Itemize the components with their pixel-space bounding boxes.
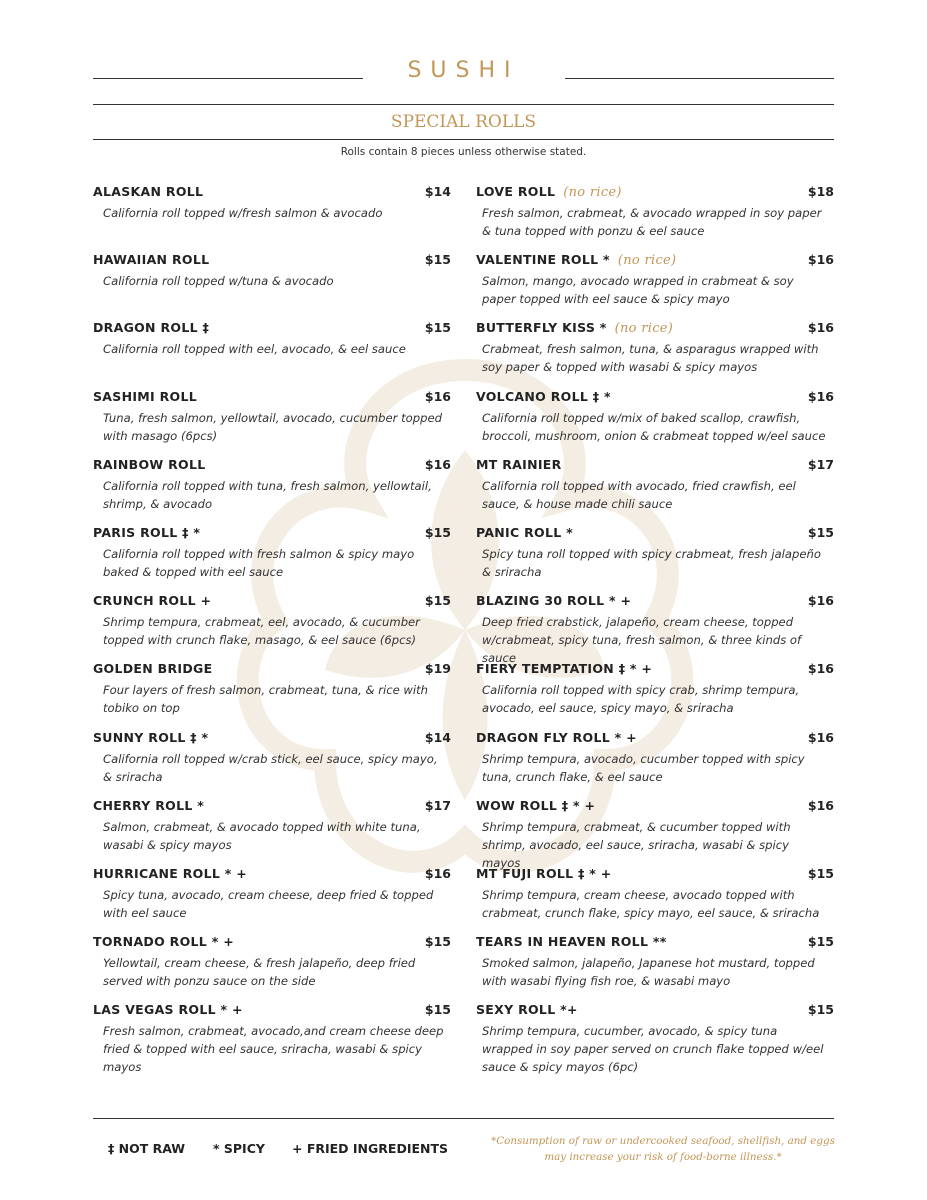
menu-item-description: Tuna, fresh salmon, yellowtail, avocado, cucumber topped with masago (6pcs) xyxy=(103,410,442,443)
menu-item-price: $16 xyxy=(807,388,834,404)
menu-item-name: PARIS ROLL ‡ * xyxy=(93,525,201,540)
menu-item-header xyxy=(93,320,451,340)
no-rice-tag: (no rice) xyxy=(614,321,674,337)
footer-rule xyxy=(93,1118,834,1119)
header-rule-right xyxy=(565,78,834,79)
menu-item-title xyxy=(93,252,209,267)
menu-item-price: $15 xyxy=(807,1002,834,1018)
menu-item-title xyxy=(476,934,667,949)
menu-item-description: Shrimp tempura, avocado, cucumber topped with spicy tuna, crunch flake, & eel sauce xyxy=(482,751,805,784)
menu-item-price: $15 xyxy=(807,934,834,950)
menu-item-name: BUTTERFLY KISS * xyxy=(476,320,607,336)
menu-item-header xyxy=(476,252,834,272)
menu-item-title xyxy=(476,798,595,813)
menu-item-description: California roll topped w/fresh salmon & avocado xyxy=(103,206,383,220)
section-rule-bottom xyxy=(93,139,834,140)
menu-item-title xyxy=(476,252,676,268)
menu-item xyxy=(93,184,451,252)
menu-item-name: BLAZING 30 ROLL * + xyxy=(476,593,632,609)
menu-item-description: Salmon, mango, avocado wrapped in crabmeat & soy paper topped with eel sauce & spicy mayo xyxy=(482,274,794,307)
menu-item-header xyxy=(476,184,834,204)
menu-item-title xyxy=(93,934,234,949)
menu-item-title xyxy=(93,1002,243,1017)
menu-item-description: Spicy tuna, avocado, cream cheese, deep fried & topped with eel sauce xyxy=(103,888,434,920)
menu-item-description: Salmon, crabmeat, & avocado topped with white tuna, wasabi & spicy mayos xyxy=(103,819,421,852)
menu-item-description: Shrimp tempura, crabmeat, & cucumber topped with shrimp, avocado, eel sauce, sriracha, wasabi & spicy mayos xyxy=(482,819,791,870)
menu-item-name: VALENTINE ROLL * xyxy=(476,252,610,268)
menu-item-header xyxy=(93,661,451,681)
menu-item-price: $16 xyxy=(424,866,451,881)
menu-item-price: $16 xyxy=(424,388,451,404)
menu-item xyxy=(476,525,834,593)
menu-item-price: $16 xyxy=(807,252,834,268)
menu-item xyxy=(93,525,451,593)
menu-item-price: $16 xyxy=(807,593,834,609)
page-title: SUSHI xyxy=(407,58,520,83)
menu-item-description: Fresh salmon, crabmeat, avocado,and cream cheese deep fried & topped with eel sauce, sriracha, wasabi & spicy mayos xyxy=(103,1024,444,1075)
menu-item xyxy=(93,730,451,798)
menu-item-description: Shrimp tempura, cream cheese, avocado topped with crabmeat, crunch flake, spicy mayo, eel sauce, & sriracha xyxy=(482,888,820,920)
menu-item-description: California roll topped w/crab stick, eel sauce, spicy mayo, & sriracha xyxy=(103,751,438,784)
menu-item xyxy=(476,661,834,729)
menu-item-header xyxy=(476,320,834,340)
menu-item-description: Four layers of fresh salmon, crabmeat, tuna, & rice with tobiko on top xyxy=(103,683,429,716)
section-title: SPECIAL ROLLS xyxy=(390,112,537,132)
menu-item-price: $15 xyxy=(424,252,451,268)
menu-item xyxy=(476,457,834,525)
menu-item-title xyxy=(476,457,562,472)
menu-item-description: California roll topped w/mix of baked scallop, crawfish, broccoli, mushroom, onion & crabmeat topped w/eel sauce xyxy=(482,410,826,443)
menu-item-name: PANIC ROLL * xyxy=(476,525,573,540)
menu-item-header xyxy=(93,934,451,954)
menu-item-price: $16 xyxy=(807,661,834,677)
menu-item-price: $15 xyxy=(424,525,451,540)
menu-item-name: HURRICANE ROLL * + xyxy=(93,866,248,881)
menu-item-description: Shrimp tempura, cucumber, avocado, & spicy tuna wrapped in soy paper served on crunch flake topped w/eel sauce & spicy mayos (6pc) xyxy=(482,1024,824,1075)
menu-item-title xyxy=(476,1002,578,1017)
menu-item-header xyxy=(93,798,451,818)
menu-item-name: TORNADO ROLL * + xyxy=(93,934,234,950)
menu-item-description: California roll topped with fresh salmon & spicy mayo baked & topped with eel sauce xyxy=(103,547,415,579)
menu-item-name: RAINBOW ROLL xyxy=(93,456,206,472)
menu-item-name: GOLDEN BRIDGE xyxy=(93,661,213,677)
menu-item-name: TEARS IN HEAVEN ROLL ** xyxy=(476,934,667,950)
menu-item-name: WOW ROLL ‡ * + xyxy=(476,797,596,813)
menu-item-header xyxy=(476,798,834,818)
menu-item-price: $15 xyxy=(424,934,451,950)
menu-item-price: $15 xyxy=(424,593,451,609)
menu-item-header xyxy=(476,593,834,613)
menu-item-header xyxy=(476,525,834,545)
menu-item-name: DRAGON ROLL ‡ xyxy=(93,320,210,336)
pieces-note: Rolls contain 8 pieces unless otherwise stated. xyxy=(340,146,587,158)
menu-item-name: LOVE ROLL xyxy=(476,184,556,199)
menu-item-description: California roll topped w/tuna & avocado xyxy=(103,274,334,289)
menu-item-price: $16 xyxy=(807,320,834,336)
menu-item-price: $16 xyxy=(424,456,451,472)
menu-item xyxy=(93,252,451,320)
menu-item-title xyxy=(93,730,208,745)
menu-item-header xyxy=(476,1002,834,1022)
menu-item-name: CRUNCH ROLL + xyxy=(93,593,212,609)
menu-item-title xyxy=(93,866,247,881)
menu-item xyxy=(476,797,834,870)
menu-item-name: SUNNY ROLL ‡ * xyxy=(93,729,209,745)
menu-item xyxy=(476,730,834,798)
menu-item-title xyxy=(476,320,673,336)
menu-item-description: California roll topped with avocado, fried crawfish, eel sauce, & house made chili sauce xyxy=(482,478,796,511)
menu-item-price: $17 xyxy=(807,456,834,472)
menu-item-name: DRAGON FLY ROLL * + xyxy=(476,729,637,745)
menu-item-description: Spicy tuna roll topped with spicy crabmeat, fresh jalapeño & sriracha xyxy=(482,547,821,579)
menu-item-title xyxy=(93,389,197,404)
menu-item-price: $17 xyxy=(424,797,451,813)
menu-item-name: CHERRY ROLL * xyxy=(93,797,205,813)
menu-item-name: ALASKAN ROLL xyxy=(93,184,204,199)
menu-item-header xyxy=(93,389,451,409)
menu-item xyxy=(93,1002,451,1075)
menu-item-title xyxy=(476,866,612,881)
menu-item-name: VOLCANO ROLL ‡ * xyxy=(476,388,611,404)
menu-item-name: HAWAIIAN ROLL xyxy=(93,252,210,268)
menu-item xyxy=(476,320,834,388)
menu-item-description: California roll topped with tuna, fresh salmon, yellowtail, shrimp, & avocado xyxy=(103,478,432,511)
menu-item xyxy=(93,661,451,729)
menu-item-header xyxy=(93,457,451,477)
menu-item xyxy=(93,798,451,866)
menu-item-header xyxy=(93,1002,451,1022)
menu-item-price: $15 xyxy=(807,525,834,540)
menu-item-title xyxy=(476,593,631,608)
menu-item-price: $18 xyxy=(807,184,834,199)
menu-item xyxy=(93,934,451,1002)
menu-item-title xyxy=(93,661,212,676)
menu-item-name: FIERY TEMPTATION ‡ * + xyxy=(476,661,653,677)
menu-item-description: Fresh salmon, crabmeat, & avocado wrapped in soy paper & tuna topped with ponzu & eel sauce xyxy=(482,206,822,238)
menu-item-header xyxy=(476,866,834,886)
menu-item-header xyxy=(93,866,451,886)
menu-item-header xyxy=(476,661,834,681)
menu-item-description: Deep fried crabstick, jalapeño, cream cheese, topped w/crabmeat, spicy tuna, fresh salmon, & three kinds of sauce xyxy=(482,615,802,666)
legend-not-raw: ‡ NOT RAW xyxy=(108,1141,186,1156)
menu-item-description: Crabmeat, fresh salmon, tuna, & asparagus wrapped with soy paper & topped with wasabi & spicy mayos xyxy=(482,342,819,375)
menu-item xyxy=(93,457,451,525)
legend-spicy: * SPICY xyxy=(213,1141,265,1156)
menu-item xyxy=(476,1002,834,1075)
menu-item-description: Shrimp tempura, crabmeat, eel, avocado, & cucumber topped with crunch flake, masago, & eel sauce (6pcs) xyxy=(103,615,420,648)
menu-item-title xyxy=(93,320,209,335)
menu-item-price: $14 xyxy=(424,729,451,745)
menu-item-header xyxy=(93,593,451,613)
menu-item-title xyxy=(476,184,622,200)
no-rice-tag: (no rice) xyxy=(563,185,622,200)
menu-item-header xyxy=(93,525,451,545)
menu-item-price: $16 xyxy=(807,729,834,745)
menu-item xyxy=(476,593,834,666)
menu-item-price: $19 xyxy=(424,661,451,677)
menu-item xyxy=(93,593,451,661)
menu-item xyxy=(476,252,834,320)
menu-item-title xyxy=(476,525,573,540)
legend-fried: + FRIED INGREDIENTS xyxy=(292,1141,448,1156)
menu-item-title xyxy=(476,730,637,745)
menu-item-name: LAS VEGAS ROLL * + xyxy=(93,1002,243,1018)
section-rule-top xyxy=(93,104,834,105)
menu-item xyxy=(476,184,834,252)
menu-item-title xyxy=(476,661,652,676)
menu-item xyxy=(93,320,451,388)
menu-item-header xyxy=(476,934,834,954)
menu-item-price: $16 xyxy=(807,797,834,813)
menu-item-header xyxy=(476,730,834,750)
menu-item-price: $15 xyxy=(424,320,451,336)
menu-item-name: SASHIMI ROLL xyxy=(93,388,198,404)
menu-item-description: California roll topped with eel, avocado, & eel sauce xyxy=(103,342,406,357)
menu-item xyxy=(93,389,451,457)
menu-item-name: MT RAINIER xyxy=(476,456,562,472)
menu-item-description: Smoked salmon, jalapeño, Japanese hot mustard, topped with wasabi flying fish roe, & wasabi mayo xyxy=(482,956,815,989)
menu-item-title xyxy=(93,457,206,472)
menu-item-name: SEXY ROLL *+ xyxy=(476,1002,578,1018)
menu-item xyxy=(93,866,451,934)
menu-item-description: California roll topped with spicy crab, shrimp tempura, avocado, eel sauce, spicy mayo, & sriracha xyxy=(482,683,800,716)
no-rice-tag: (no rice) xyxy=(617,253,677,269)
menu-item-header xyxy=(93,730,451,750)
menu-item-name: MT FUJI ROLL ‡ * + xyxy=(476,866,612,881)
menu-item-header xyxy=(476,389,834,409)
menu-item-title xyxy=(476,389,611,404)
menu-item-header xyxy=(476,457,834,477)
menu-item-price: $14 xyxy=(424,184,451,199)
menu-item xyxy=(476,389,834,457)
menu-item xyxy=(476,866,834,934)
menu-item-header xyxy=(93,184,451,204)
menu-item-header xyxy=(93,252,451,272)
menu-item-description: Yellowtail, cream cheese, & fresh jalapeño, deep fried served with ponzu sauce on the side xyxy=(103,956,416,989)
menu-item-title xyxy=(93,593,211,608)
menu-item-price: $15 xyxy=(424,1002,451,1018)
menu-item-title xyxy=(93,184,203,199)
health-disclaimer: *Consumption of raw or undercooked seafood, shellfish, and eggs may increase your risk of food-borne illness.* xyxy=(491,1135,835,1163)
menu-item xyxy=(476,934,834,1002)
menu-item-title xyxy=(93,798,204,813)
menu-item-price: $15 xyxy=(807,866,834,881)
menu-item-title xyxy=(93,525,200,540)
